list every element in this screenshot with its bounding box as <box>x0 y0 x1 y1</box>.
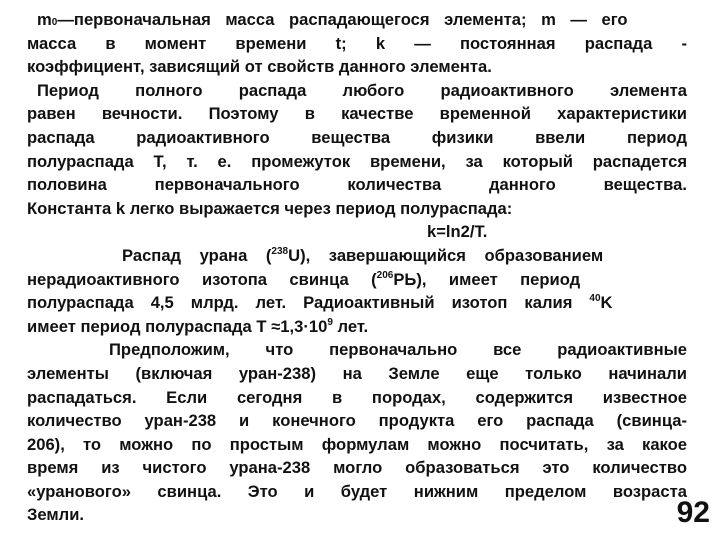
text-fragment: Константа k легко выражается через период полураспада: <box>27 198 513 218</box>
text-line <box>27 386 687 410</box>
text-fragment: Земли. <box>27 505 85 525</box>
text-line <box>27 409 687 433</box>
text-line <box>27 503 687 527</box>
text-fragment: лет. <box>332 316 369 336</box>
superscript: 206 <box>376 269 394 281</box>
text-fragment: Период полного распада любого радиоактивного элемента <box>37 80 687 100</box>
formula: k=ln2/T. <box>427 222 488 242</box>
text-fragment: половина первоначального количества данного вещества. <box>27 175 687 195</box>
text-line <box>27 102 687 126</box>
text-line <box>27 456 687 480</box>
text-fragment: «уранового» свинца. Это и будет нижним пределом возраста <box>27 481 687 501</box>
text-line <box>27 433 687 457</box>
text-line <box>27 8 687 32</box>
text-line <box>27 362 687 386</box>
text-line <box>27 480 687 504</box>
text-fragment: коэффициент, зависящий от свойств данного элемента. <box>27 57 492 77</box>
document-body <box>27 8 687 527</box>
text-line <box>27 291 687 315</box>
text-line <box>27 126 687 150</box>
text-fragment: количество уран-238 и конечного продукта его распада (свинца- <box>27 411 687 431</box>
text-line <box>27 32 687 56</box>
page-number: 92 <box>676 496 710 529</box>
text-fragment: распада радиоактивного вещества физики ввели период <box>27 127 687 147</box>
text-line <box>27 55 687 79</box>
text-fragment: распадаться. Если сегодня в породах, содержится известное <box>27 387 687 407</box>
text-fragment: РЬ), имеет период <box>393 269 581 289</box>
text-line <box>27 197 687 221</box>
text-fragment: K <box>600 293 613 313</box>
text-fragment: нерадиоактивного изотопа свинца ( <box>27 269 377 289</box>
text-fragment: элементы (включая уран-238) на Земле еще только начинали <box>27 363 687 383</box>
text-fragment: U), завершающийся образованием <box>288 245 604 265</box>
text-line <box>27 244 687 268</box>
text-fragment: —первоначальная масса распадающегося элемента; m — его <box>57 10 628 29</box>
text-line <box>27 79 687 103</box>
text-fragment: полураспада 4,5 млрд. лет. Радиоактивный изотоп калия <box>27 293 590 313</box>
text-fragment: масса в момент времени t; k — постоянная распада - <box>27 33 687 53</box>
formula-line <box>27 220 687 244</box>
text-fragment: Распад урана ( <box>122 245 272 265</box>
subscript: 0 <box>51 17 58 28</box>
text-fragment: m <box>37 10 52 29</box>
text-line <box>27 315 687 339</box>
approx-symbol: ≈ <box>271 316 281 336</box>
text-line <box>27 268 687 292</box>
text-line <box>27 173 687 197</box>
text-fragment: полураспада Т, т. е. промежуток времени, за который распадется <box>27 151 687 171</box>
superscript: 9 <box>327 316 333 328</box>
text-fragment: Предположим, что первоначально все радиоактивные <box>109 340 687 360</box>
text-fragment: время из чистого урана-238 могло образоваться это количество <box>27 458 687 478</box>
text-fragment: имеет период полураспада T <box>27 316 272 336</box>
text-fragment: равен вечности. Поэтому в качестве временной характеристики <box>27 104 687 124</box>
text-line <box>27 150 687 174</box>
text-fragment: 206), то можно по простым формулам можно посчитать, за какое <box>27 434 687 454</box>
text-fragment: 1,3·10 <box>280 316 328 336</box>
superscript: 40 <box>589 293 601 305</box>
superscript: 238 <box>271 245 289 257</box>
text-line <box>27 338 687 362</box>
